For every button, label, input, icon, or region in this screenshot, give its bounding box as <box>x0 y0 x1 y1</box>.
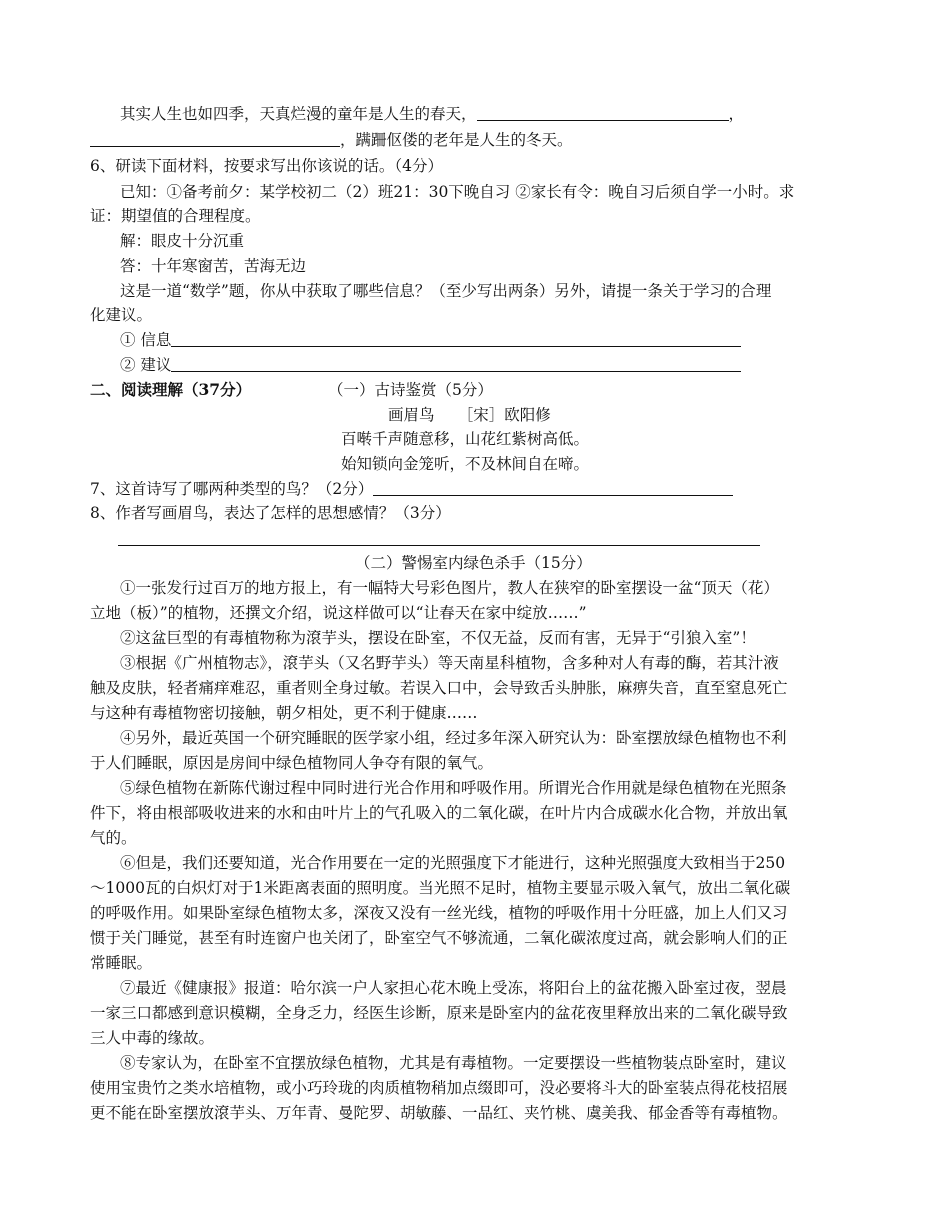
p1-line-1: ①一张发行过百万的地方报上，有一幅特大号彩色图片，教人在狭窄的卧室摆设一盆“顶天（花） <box>120 579 779 597</box>
p4-line-1: ④另外，最近英国一个研究睡眠的医学家小组，经过多年深入研究认为：卧室摆放绿色植物也不利 <box>120 729 787 747</box>
q7-row <box>90 479 733 499</box>
p3-line-1: ③根据《广州植物志》，滾芋头（又名野芋头）等天南星科植物，含多种对人有毒的酶，若其汁液 <box>120 654 779 672</box>
p8-line-1: ⑧专家认为，在卧室不宜摆放绿色植物，尤其是有毒植物。一定要摆设一些植物装点卧室时，建议 <box>120 1054 787 1072</box>
p3-line-2: 触及皮肤，轻者痛痒难忍，重者则全身过敏。若误入口中，会导致舌头肿胀，麻痹失音，直至窒息死亡 <box>90 679 788 697</box>
intro-line-2 <box>90 130 573 150</box>
p5-line-2: 件下，将由根部吸收进来的水和由叶片上的气孔吸入的二氧化碳，在叶片内合成碳水化合物，并放出氧 <box>90 804 788 822</box>
q8-answer-line[interactable] <box>118 545 760 546</box>
q6-advice-blank[interactable] <box>171 357 741 372</box>
p7-line-2: 一家三口都感到意识模糊，全身乏力，经医生诊断，原来是卧室内的盆花夜里释放出来的二氧化碳导致 <box>90 1004 788 1022</box>
p7-line-3: 三人中毒的缘故。 <box>90 1029 215 1047</box>
poem-line-1: 百啭千声随意移，山花红紫树高低。 <box>341 430 590 448</box>
q7-text: 7、这首诗写了哪两种类型的鸟？（2分） <box>90 480 374 498</box>
q6-solve: 解：眼皮十分沉重 <box>120 232 245 250</box>
p5-line-1: ⑤绿色植物在新陈代谢过程中同时进行光合作用和呼吸作用。所谓光合作用就是绿色植物在光照条 <box>120 779 787 797</box>
p6-line-4: 惯于关门睡觉，甚至有时连窗户也关闭了，卧室空气不够流通，二氧化碳浓度过高，就会影响人们的正 <box>90 929 788 947</box>
q6-info-blank[interactable] <box>171 332 741 347</box>
answer-blank-autumn[interactable] <box>90 132 340 147</box>
answer-blank-summer[interactable] <box>477 106 729 121</box>
p6-line-2: ～1000瓦的白炽灯对于1米距离表面的照明度。当光照不足时，植物主要显示吸入氧气，放出二氧化碳 <box>90 879 791 897</box>
intro-line-1 <box>120 104 744 124</box>
p6-line-1: ⑥但是，我们还要知道，光合作用要在一定的光照强度下才能进行，这种光照强度大致相当于250 <box>120 854 786 872</box>
q6-advice-row <box>120 355 741 375</box>
q6-known-2: 证：期望值的合理程度。 <box>90 207 261 225</box>
poem-title: 画眉鸟 ［宋］欧阳修 <box>388 406 551 424</box>
intro-text-2: ，蹒跚伛偻的老年是人生的冬天。 <box>340 131 573 149</box>
q6-info-row <box>120 330 741 350</box>
q6-prompt-1: 这是一道“数学”题，你从中获取了哪些信息？（至少写出两条）另外，请提一条关于学习的合理 <box>120 282 772 300</box>
q7-answer-blank[interactable] <box>373 481 733 496</box>
intro-text-1: 其实人生也如四季，天真烂漫的童年是人生的春天， <box>120 105 477 123</box>
p8-line-2: 使用宝贵竹之类水培植物，或小巧玲珑的肉质植物稍加点缀即可，没必要将斗大的卧室装点得花枝招展 <box>90 1079 788 1097</box>
q6-advice-label: ② 建议 <box>120 356 172 374</box>
p6-line-5: 常睡眠。 <box>90 954 153 972</box>
poem-line-2: 始知锁向金笼听，不及林间自在啼。 <box>341 455 590 473</box>
q6-prompt-2: 化建议。 <box>90 306 153 324</box>
p6-line-3: 的呼吸作用。如果卧室绿色植物太多，深夜又没有一丝光线，植物的呼吸作用十分旺盛，加上人们又习 <box>90 904 788 922</box>
p1-line-2: 立地（板）”的植物，还撰文介绍，说这样做可以“让春天在家中绽放……” <box>90 604 587 622</box>
section2-title: 二、阅读理解（37分） <box>90 380 252 399</box>
p3-line-3: 与这种有毒植物密切接触，朝夕相处，更不利于健康…… <box>90 704 478 722</box>
q6-known-1: 已知：①备考前夕：某学校初二（2）班21：30下晚自习 ②家长有令：晚自习后须自学一小时。求 <box>120 183 795 201</box>
q8-text: 8、作者写画眉鸟，表达了怎样的思想感情？（3分） <box>90 504 451 522</box>
part1-title: （一）古诗鉴赏（5分） <box>328 381 493 399</box>
q6-title: 6、研读下面材料，按要求写出你该说的话。（4分） <box>90 157 443 175</box>
q6-answer: 答：十年寒窗苦，苦海无边 <box>120 257 307 275</box>
intro-comma: ， <box>728 105 745 123</box>
p7-line-1: ⑦最近《健康报》报道：哈尔滨一户人家担心花木晚上受冻，将阳台上的盆花搬入卧室过夜，翌晨 <box>120 979 787 997</box>
q6-info-label: ① 信息 <box>120 331 172 349</box>
part2-title: （二）警惕室内绿色杀手（15分） <box>355 554 592 572</box>
p2-line-1: ②这盆巨型的有毒植物称为滾芋头，摆设在卧室，不仅无益，反而有害，无异于“引狼入室”！ <box>120 629 756 647</box>
p8-line-3: 更不能在卧室摆放滾芋头、万年青、曼陀罗、胡敏藤、一品红、夹竹桃、虞美我、郁金香等有毒植物。 <box>90 1104 788 1122</box>
p4-line-2: 于人们睡眠，原因是房间中绿色植物同人争夺有限的氧气。 <box>90 754 494 772</box>
p5-line-3: 气的。 <box>90 829 137 847</box>
